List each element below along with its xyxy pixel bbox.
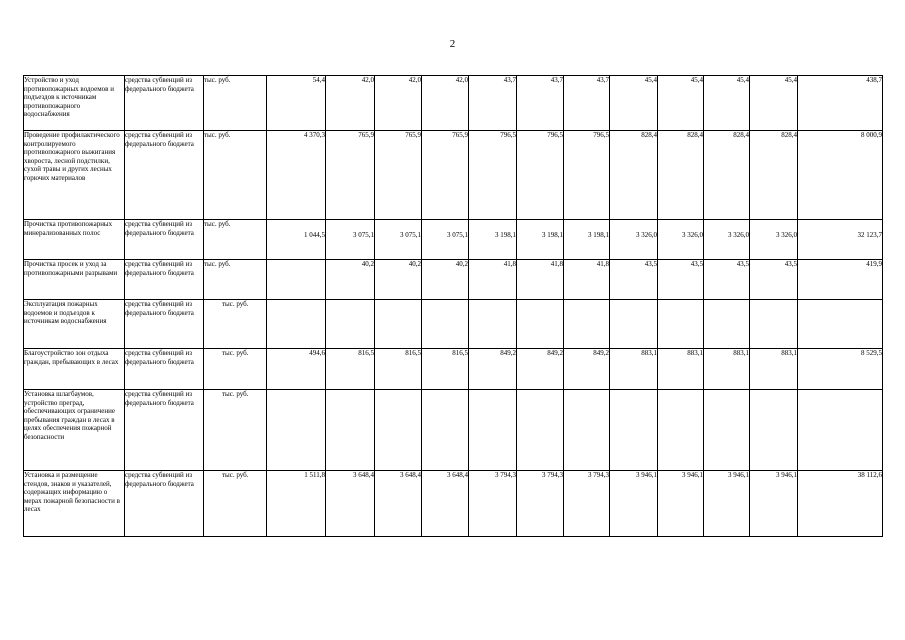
unit-cell: тыс. руб. [204, 471, 267, 537]
value-cell [704, 390, 750, 471]
value-cell [658, 390, 704, 471]
value-cell: 43,5 [658, 260, 704, 300]
value-cell [375, 300, 422, 349]
value-cell: 43,5 [750, 260, 798, 300]
measure-name-cell: Прочистка противопожарных минерализованных полос [24, 220, 125, 260]
value-cell [517, 300, 564, 349]
value-cell [564, 300, 610, 349]
value-cell: 3 326,0 [704, 220, 750, 260]
value-cell: 3 198,1 [517, 220, 564, 260]
value-cell: 883,1 [610, 349, 658, 390]
value-cell: 828,4 [610, 131, 658, 220]
unit-cell: тыс. руб. [204, 349, 267, 390]
unit-cell: тыс. руб. [204, 300, 267, 349]
value-cell: 796,5 [469, 131, 517, 220]
total-value-cell: 8 529,5 [798, 349, 883, 390]
value-cell: 765,9 [326, 131, 375, 220]
funding-source-cell: средства субвенций из федерального бюджета [125, 220, 204, 260]
value-cell: 3 075,1 [422, 220, 469, 260]
value-cell [517, 390, 564, 471]
value-cell: 849,2 [469, 349, 517, 390]
value-cell [469, 300, 517, 349]
value-cell: 40,2 [422, 260, 469, 300]
value-cell: 4 370,3 [267, 131, 326, 220]
value-cell: 796,5 [564, 131, 610, 220]
total-value-cell: 438,7 [798, 76, 883, 131]
value-cell: 43,7 [517, 76, 564, 131]
table-row [24, 349, 883, 390]
funding-source-cell: средства субвенций из федерального бюджета [125, 260, 204, 300]
value-cell: 45,4 [704, 76, 750, 131]
table-row [24, 300, 883, 349]
value-cell: 3 794,3 [469, 471, 517, 537]
value-cell: 828,4 [750, 131, 798, 220]
table-body [24, 76, 883, 537]
funding-source-cell: средства субвенций из федерального бюджета [125, 131, 204, 220]
total-value-cell [798, 300, 883, 349]
value-cell [267, 390, 326, 471]
value-cell: 45,4 [658, 76, 704, 131]
value-cell: 828,4 [704, 131, 750, 220]
value-cell: 3 648,4 [326, 471, 375, 537]
funding-source-cell: средства субвенций из федерального бюджета [125, 390, 204, 471]
value-cell: 54,4 [267, 76, 326, 131]
value-cell: 41,8 [564, 260, 610, 300]
total-value-cell [798, 390, 883, 471]
value-cell [326, 390, 375, 471]
value-cell [375, 390, 422, 471]
value-cell [326, 300, 375, 349]
value-cell [267, 300, 326, 349]
value-cell: 43,7 [564, 76, 610, 131]
value-cell: 43,7 [469, 76, 517, 131]
value-cell: 494,6 [267, 349, 326, 390]
value-cell [469, 390, 517, 471]
value-cell [610, 300, 658, 349]
total-value-cell: 32 123,7 [798, 220, 883, 260]
value-cell [564, 390, 610, 471]
unit-cell: тыс. руб. [204, 131, 267, 220]
value-cell: 3 794,3 [517, 471, 564, 537]
value-cell: 40,2 [375, 260, 422, 300]
value-cell: 883,1 [704, 349, 750, 390]
table-row [24, 220, 883, 260]
value-cell: 45,4 [750, 76, 798, 131]
value-cell: 3 075,1 [326, 220, 375, 260]
value-cell: 765,9 [422, 131, 469, 220]
unit-cell: тыс. руб. [204, 390, 267, 471]
value-cell [704, 300, 750, 349]
value-cell: 796,5 [517, 131, 564, 220]
value-cell: 3 946,1 [750, 471, 798, 537]
value-cell: 1 044,5 [267, 220, 326, 260]
value-cell: 40,2 [326, 260, 375, 300]
value-cell: 849,2 [517, 349, 564, 390]
funding-source-cell: средства субвенций из федерального бюджета [125, 349, 204, 390]
table-row [24, 76, 883, 131]
measure-name-cell: Установка шлагбаумов, устройство преград, обеспечивающих ограничение пребывания граждан в лесах в целях обеспечения пожарной безопасности [24, 390, 125, 471]
value-cell: 3 946,1 [610, 471, 658, 537]
value-cell: 42,0 [422, 76, 469, 131]
value-cell: 3 198,1 [564, 220, 610, 260]
unit-cell: тыс. руб. [204, 76, 267, 131]
value-cell [422, 390, 469, 471]
value-cell: 42,0 [375, 76, 422, 131]
value-cell: 43,5 [704, 260, 750, 300]
value-cell: 3 648,4 [422, 471, 469, 537]
value-cell: 3 946,1 [658, 471, 704, 537]
value-cell: 3 075,1 [375, 220, 422, 260]
value-cell [750, 390, 798, 471]
value-cell: 41,8 [469, 260, 517, 300]
value-cell: 883,1 [658, 349, 704, 390]
value-cell: 3 794,3 [564, 471, 610, 537]
value-cell: 3 326,0 [750, 220, 798, 260]
fire-safety-budget-table [23, 75, 883, 537]
table-row [24, 471, 883, 537]
measure-name-cell: Установка и размещение стендов, знаков и указателей, содержащих информацию о мерах пожарной безопасности в лесах [24, 471, 125, 537]
value-cell: 816,5 [326, 349, 375, 390]
value-cell [658, 300, 704, 349]
measure-name-cell: Устройство и уход противопожарных водоемов и подъездов к источникам противопожарного водоснабжения [24, 76, 125, 131]
value-cell [610, 390, 658, 471]
value-cell: 3 326,0 [658, 220, 704, 260]
value-cell: 883,1 [750, 349, 798, 390]
value-cell: 849,2 [564, 349, 610, 390]
value-cell: 3 198,1 [469, 220, 517, 260]
total-value-cell: 419,9 [798, 260, 883, 300]
value-cell: 816,5 [422, 349, 469, 390]
unit-cell: тыс. руб. [204, 260, 267, 300]
funding-source-cell: средства субвенций из федерального бюджета [125, 300, 204, 349]
value-cell: 3 326,0 [610, 220, 658, 260]
value-cell: 43,5 [610, 260, 658, 300]
value-cell: 828,4 [658, 131, 704, 220]
measure-name-cell: Проведение профилактического контролируемого противопожарного выжигания хвороста, лесной подстилки, сухой травы и других лесных горючих материалов [24, 131, 125, 220]
funding-source-cell: средства субвенций из федерального бюджета [125, 76, 204, 131]
value-cell [267, 260, 326, 300]
value-cell: 42,0 [326, 76, 375, 131]
funding-source-cell: средства субвенций из федерального бюджета [125, 471, 204, 537]
measure-name-cell: Эксплуатация пожарных водоемов и подъездов к источникам водоснабжения [24, 300, 125, 349]
measure-name-cell: Прочистка просек и уход за противопожарными разрывами [24, 260, 125, 300]
value-cell: 45,4 [610, 76, 658, 131]
value-cell: 1 511,8 [267, 471, 326, 537]
page-number: 2 [449, 38, 456, 50]
value-cell: 765,9 [375, 131, 422, 220]
value-cell [750, 300, 798, 349]
unit-cell: тыс. руб. [204, 220, 267, 260]
measure-name-cell: Благоустройство зон отдыха граждан, пребывающих в лесах [24, 349, 125, 390]
table-row [24, 131, 883, 220]
value-cell: 41,8 [517, 260, 564, 300]
total-value-cell: 8 000,9 [798, 131, 883, 220]
table-row [24, 390, 883, 471]
value-cell: 3 648,4 [375, 471, 422, 537]
table-row [24, 260, 883, 300]
value-cell [422, 300, 469, 349]
value-cell: 816,5 [375, 349, 422, 390]
value-cell: 3 946,1 [704, 471, 750, 537]
total-value-cell: 38 112,6 [798, 471, 883, 537]
